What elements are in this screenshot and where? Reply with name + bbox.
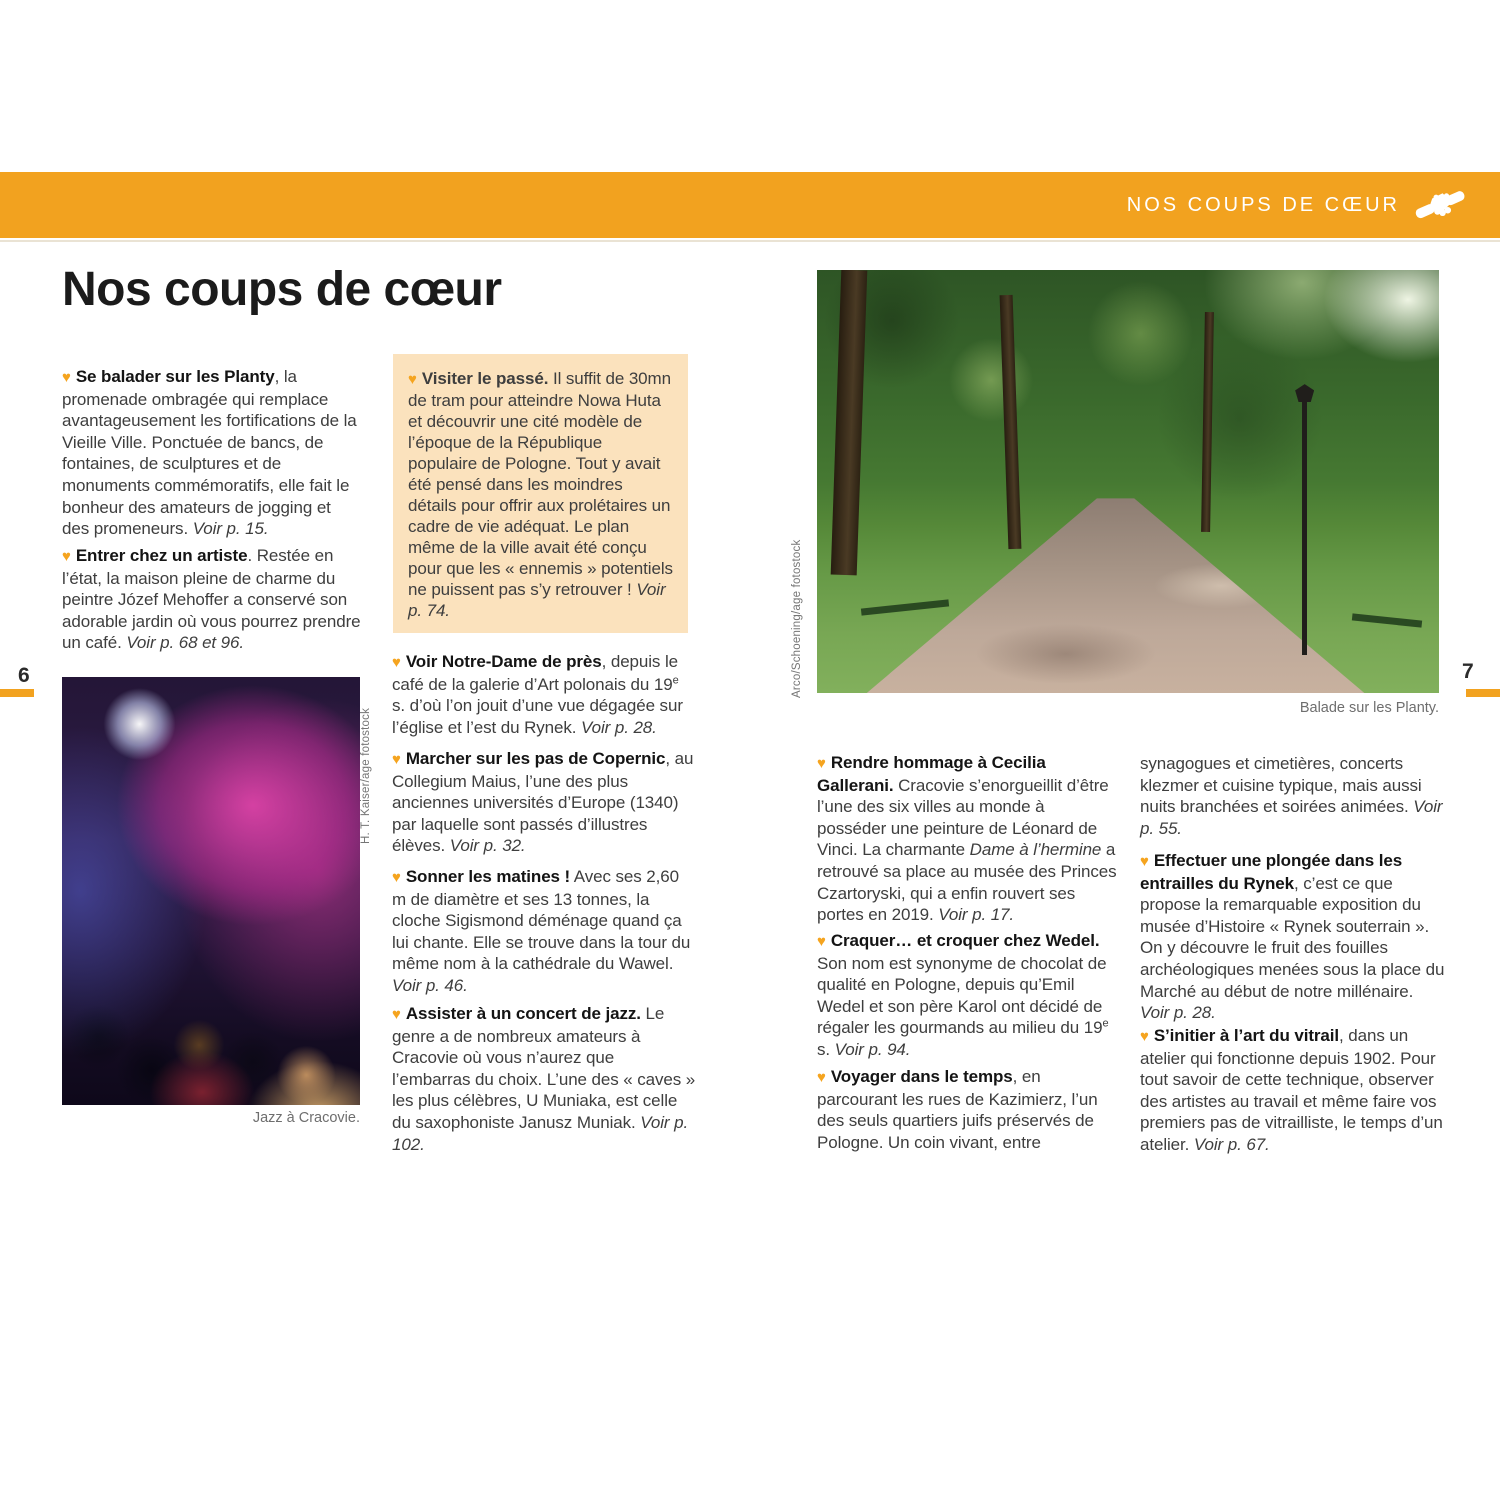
item-body: Cracovie s’enorgueillit d’être l’une des six villes au monde à posséder une peinture de Léonard de Vinci. La charmante (817, 775, 1109, 860)
heart-icon: ♥ (817, 755, 826, 772)
item-lead: Visiter le passé. (421, 369, 549, 388)
item-body: , c’est ce que propose la remarquable exposition du musée d’Histoire « Rynek souterrain ». On y découvre le fruit des fouilles archéologiques menées sous la place du Marché au début de notre millénaire. (1140, 873, 1445, 1001)
item-page-ref: Voir p. 15. (192, 519, 269, 539)
jazz-concert-photo (62, 677, 360, 1105)
item-lead: Entrer chez un artiste (75, 546, 248, 565)
item-lead: Voyager dans le temps (830, 1067, 1013, 1086)
highlight-item-wedel (817, 930, 1117, 1061)
item-page-ref: Voir p. 74. (408, 580, 666, 620)
item-body: synagogues et cimetières, concerts klezmer et cuisine typique, mais aussi nuits branchées et soirées animées. (1140, 754, 1422, 817)
item-page-ref: Voir p. 32. (449, 836, 526, 856)
heart-icon: ♥ (1140, 1028, 1149, 1045)
photo-credit-jazz: H. T. Kaiser/age fotostock (360, 707, 372, 844)
highlight-item-kazimierz (817, 1066, 1117, 1153)
heart-icon: ♥ (392, 654, 401, 671)
item-body: , la promenade ombragée qui remplace avantageusement les fortifications de la Vieille Ville. Ponctuée de bancs, de fontaines, de sculptures et de monuments commémoratifs, elle fait le bonheur des amateurs de jogging et des promeneurs. (62, 367, 357, 539)
lamppost-decoration (1302, 401, 1307, 655)
highlight-item-nowa-huta (408, 368, 674, 621)
chapter-header-bar (0, 172, 1500, 238)
tree-trunk-decoration (999, 295, 1021, 549)
heart-icon: ♥ (392, 1006, 401, 1023)
highlight-item-kazimierz-continued (1140, 753, 1446, 839)
heart-icon: ♥ (817, 1069, 826, 1086)
item-page-ref: Voir p. 67. (1193, 1134, 1270, 1154)
handshake-icon (1414, 186, 1466, 224)
item-title-italic: Dame à l’hermine (969, 840, 1102, 860)
highlight-item-matines (392, 866, 696, 997)
photo-credit-park: Arco/Schoening/age fotostock (791, 539, 803, 698)
photo-caption-park: Balade sur les Planty. (1299, 700, 1439, 716)
item-lead: Craquer… et croquer chez Wedel. (830, 931, 1100, 950)
highlight-item-planty (62, 366, 362, 540)
item-body: , au Collegium Maius, l’une des plus anciennes universités d’Europe (1340) par laquelle sont passés d’illustres élèves. (392, 749, 694, 856)
item-body: s. (817, 1039, 835, 1059)
item-page-ref: Voir p. 28. (1140, 1003, 1216, 1023)
item-body: , dans un atelier qui fonctionne depuis 1902. Pour tout savoir de cette technique, observer des artistes au travail et même faire vos premiers pas de vitrailliste, le temps d’un atelier. (1140, 1026, 1443, 1154)
item-body: a retrouvé sa place au musée des Princes Czartoryski, qui a enfin rouvert ses portes en 2019. (817, 840, 1117, 925)
item-lead: Marcher sur les pas de Copernic (405, 749, 666, 768)
highlight-item-copernic (392, 748, 696, 857)
highlight-item-jazz (392, 1003, 696, 1155)
highlight-item-gallerani (817, 752, 1117, 926)
heart-icon: ♥ (392, 751, 401, 768)
header-divider-rule (0, 240, 1500, 242)
item-page-ref: Voir p. 68 et 96. (126, 633, 245, 653)
highlight-item-rynek (1140, 850, 1446, 1024)
item-lead: Voir Notre-Dame de près (405, 652, 602, 671)
item-lead: Sonner les matines ! (405, 867, 571, 886)
heart-icon: ♥ (1140, 853, 1149, 870)
item-body: Avec ses 2,60 m de diamètre et ses 13 tonnes, la cloche Sigismond déménage quand ça lui chante. Elle se trouve dans la tour du même nom à la cathédrale du Wawel. (392, 867, 691, 974)
item-page-ref: Voir p. 46. (392, 975, 468, 995)
heart-icon: ♥ (817, 933, 826, 950)
tree-trunk-decoration (1201, 312, 1214, 532)
highlight-callout-box (393, 354, 688, 633)
superscript-e: e (1102, 1017, 1109, 1030)
item-page-ref: Voir p. 17. (938, 905, 1015, 925)
superscript-e: e (672, 673, 679, 686)
photo-caption-jazz: Jazz à Cracovie. (252, 1110, 360, 1126)
chapter-header-label: NOS COUPS DE CŒUR (1126, 193, 1400, 216)
heart-icon: ♥ (62, 548, 71, 565)
heart-icon: ♥ (392, 869, 401, 886)
heart-icon: ♥ (408, 371, 417, 388)
item-lead: S’initier à l’art du vitrail (1153, 1026, 1340, 1045)
item-body: Le genre a de nombreux amateurs à Cracovie où vous n’aurez que l’embarras du choix. L’une des « caves » les plus célèbres, U Muniaka, est celle du saxophoniste Janusz Muniak. (392, 1004, 696, 1132)
highlight-item-notre-dame (392, 651, 696, 738)
item-lead: Assister à un concert de jazz. (405, 1004, 641, 1023)
item-page-ref: Voir p. 94. (834, 1039, 911, 1059)
page-title: Nos coups de cœur (62, 263, 502, 316)
highlight-item-vitrail (1140, 1025, 1446, 1156)
item-body: Son nom est synonyme de chocolat de qualité en Pologne, depuis qu’Emil Wedel et son père Karol ont décidé de régaler les gourmands au milieu du 19 (817, 953, 1107, 1038)
item-page-ref: Voir p. 102. (392, 1112, 689, 1154)
page-number-left-bar (0, 689, 34, 697)
item-page-ref: Voir p. 28. (581, 717, 657, 737)
item-body: , en parcourant les rues de Kazimierz, l’un des seuls quartiers juifs préservés de Pologne. Un coin vivant, entre (817, 1067, 1098, 1152)
page-number-right-bar (1466, 689, 1500, 697)
park-bench-decoration (860, 600, 948, 616)
highlight-item-artiste (62, 545, 362, 654)
item-body: . Restée en l’état, la maison pleine de charme du peintre Józef Mehoffer a conservé son adorable jardin où vous pourrez prendre un café. (62, 546, 361, 653)
item-page-ref: Voir p. 55. (1140, 797, 1443, 838)
page-number-left: 6 (18, 664, 30, 687)
item-lead: Se balader sur les Planty (75, 367, 275, 386)
park-bench-decoration (1352, 613, 1422, 627)
park-path-decoration (817, 498, 1439, 693)
item-body: Il suffit de 30mn de tram pour atteindre Nowa Huta et découvrir une cité modèle de l’époque de la République populaire de Pologne. Tout y avait été pensé dans les moindres détails pour offrir aux prolétaires un cadre de vie adéquat. Le plan même de la ville avait été conçu pour que les « ennemis » potentiels ne puissent pas s’y retrouver ! (408, 369, 673, 599)
page-number-right: 7 (1462, 660, 1474, 683)
planty-park-photo (817, 270, 1439, 693)
item-body: , depuis le café de la galerie d’Art polonais du 19 (392, 652, 678, 694)
item-body: s. d’où l’on jouit d’une vue dégagée sur l’église et l’est du Rynek. (392, 696, 683, 737)
heart-icon: ♥ (62, 369, 71, 386)
item-lead: Effectuer une plongée dans les entrailles du Rynek (1140, 851, 1403, 893)
tree-trunk-decoration (830, 270, 867, 575)
item-lead: Rendre hommage à Cecilia Gallerani. (817, 753, 1046, 795)
